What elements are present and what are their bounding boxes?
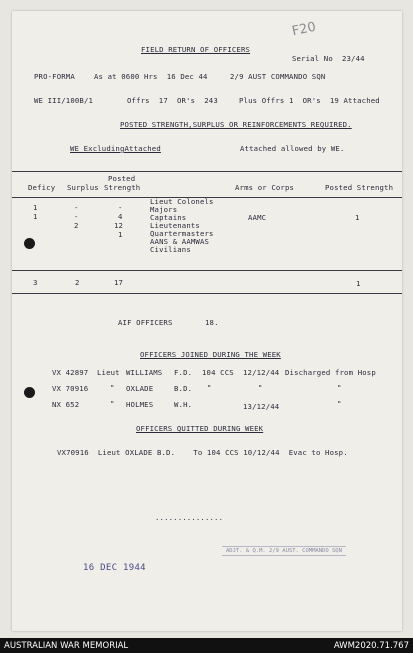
archive-footer [0,638,413,653]
joined-unit: " [207,383,212,392]
joined-init: W.H. [174,400,193,409]
plus-attached: Plus Offrs 1 OR's 19 Attached [239,96,380,105]
serial-number: Serial No 23/44 [292,54,365,63]
rank-item: Quartermasters [150,229,214,238]
we-reference: WE III/100B/1 [34,96,94,105]
col-arms-corps: Arms or Corps [235,183,295,192]
posted-cell: 1 [118,230,123,239]
total-surplus: 2 [75,278,80,287]
joined-name: OXLADE [126,384,154,393]
joined-remark: " [337,383,342,392]
rank-item: Civilians [150,245,191,254]
attached-allowed: Attached allowed by WE. [240,144,345,153]
surplus-cell: 2 [74,221,79,230]
deficy-cell: 1 [33,203,38,212]
rank-item: AANS & AAMWAS [150,237,210,246]
posted-strength-heading: POSTED STRENGTH,SURPLUS OR REINFORCEMENTS REQUIRED. [120,120,352,129]
punch-hole-bottom [24,387,35,398]
joined-name: HOLMES [126,400,154,409]
posted-right-value: 1 [355,213,360,222]
joined-init: B.D. [174,384,193,393]
quitted-heading: OFFICERS QUITTED DURING WEEK [136,424,264,433]
received-date-stamp: 16 DEC 1944 [83,563,146,573]
posted-cell: 12 [114,221,124,230]
joined-name: WILLIAMS [126,368,163,377]
joined-init: F.D. [174,368,193,377]
we-excluding-attached: WE ExcludingAttached [70,144,161,153]
col-deficy: Deficy [28,183,56,192]
joined-rank: " [110,383,115,392]
posted-cell: - [118,203,123,212]
joined-remark: Discharged from Hosp [285,368,376,377]
punch-hole-top [24,238,35,249]
dotted-line: ............... [155,513,224,522]
as-at-date: As at 0600 Hrs 16 Dec 44 [94,72,208,81]
unit-name: 2/9 AUST COMMANDO SQN [230,72,326,81]
pencil-mark: F20 [290,19,318,40]
total-deficy: 3 [33,278,38,287]
rank-item: Captains [150,213,187,222]
rank-item: Lieutenants [150,221,200,230]
footer-catalogue-id: AWM2020.71.767 [333,641,409,651]
joined-remark: " [337,399,342,408]
document-title: FIELD RETURN OF OFFICERS [141,45,251,54]
aif-officers-value: 18. [205,318,219,327]
joined-unit: 104 CCS [202,368,234,377]
surplus-cell: - [74,212,79,221]
col-posted-1: Posted [108,174,136,183]
deficy-cell: 1 [33,212,38,221]
rank-item: Majors [150,205,178,214]
quitted-line: VX70916 Lieut OXLADE B.D. To 104 CCS 10/12/44 Evac to Hosp. [57,448,348,457]
total-posted: 17 [114,278,124,287]
joined-rank: " [110,399,115,408]
joined-num: NX 652 [52,400,80,409]
joined-date: 12/12/44 [243,368,280,377]
adjt-stamp: ADJT. & Q.M. 2/9 AUST. COMMANDO SQN [222,546,346,556]
col-surplus: Surplus [67,183,99,192]
footer-institution: AUSTRALIAN WAR MEMORIAL [4,641,129,651]
table-bottom-rule [12,293,402,294]
posted-cell: 4 [118,212,123,221]
joined-date: " [258,383,263,392]
total-posted-right: 1 [356,279,361,288]
arms-corps-value: AAMC [248,213,267,222]
pro-forma-label: PRO-FORMA [34,72,75,81]
joined-rank: Lieut [97,368,120,377]
joined-heading: OFFICERS JOINED DURING THE WEEK [140,350,281,359]
surplus-cell: - [74,203,79,212]
offrs-ors: Offrs 17 OR's 243 [127,96,218,105]
rank-item: Lieut Colonels [150,197,214,206]
joined-num: VX 70916 [52,384,89,393]
table-totals-rule [12,270,402,271]
col-posted-2: Strength [104,183,141,192]
table-top-rule [12,171,402,172]
joined-num: VX 42897 [52,368,89,377]
joined-date: 13/12/44 [243,402,280,411]
col-posted-right: Posted Strength [325,183,394,192]
aif-officers-label: AIF OFFICERS [118,318,173,327]
